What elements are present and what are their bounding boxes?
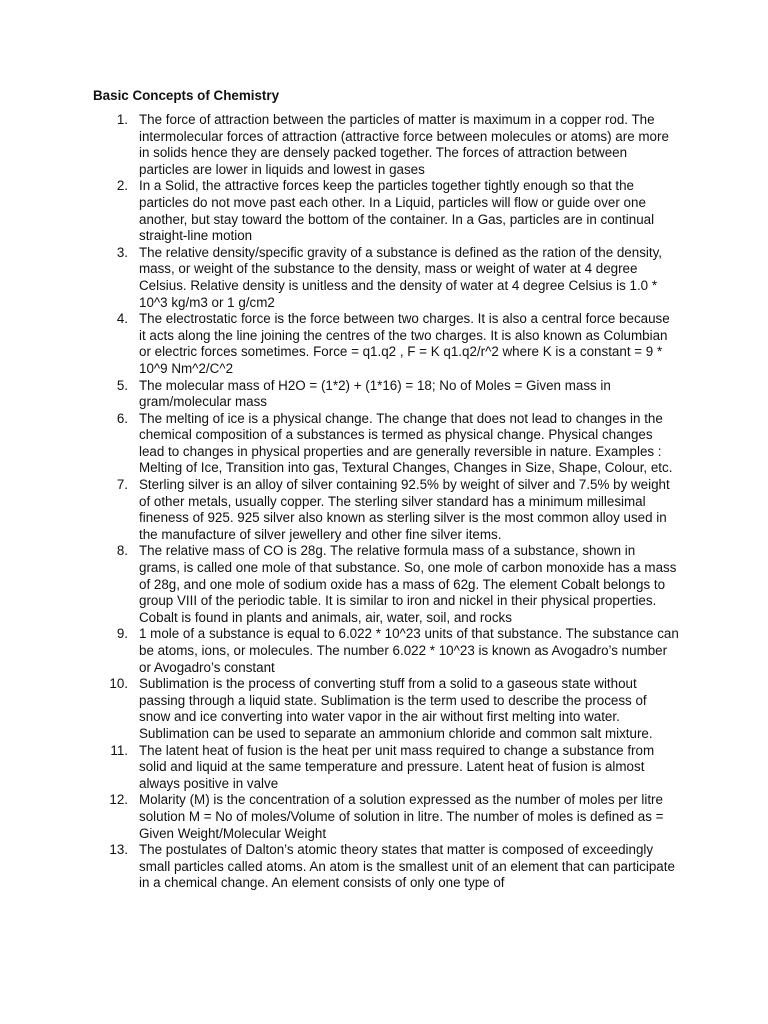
document-title: Basic Concepts of Chemistry [93, 88, 280, 103]
list-item-number: 2. [116, 178, 128, 194]
list-item [0, 543, 679, 626]
list-item-number: 4. [116, 311, 128, 327]
list-item-text: The molecular mass of H2O = (1*2) + (1*16) = 18; No of Moles = Given mass in gram/molecular mass [139, 377, 611, 410]
list-item-number: 11. [110, 742, 128, 758]
list-item-text: Sublimation is the process of converting stuff from a solid to a gaseous state without passing through a liquid state. Sublimation is the term used to describe the process of snow and ice converting into water vapor in the air without first melting into water. Sublimation can be used to separate an ammonium chloride and common salt mixture. [139, 676, 653, 741]
list-item-text: Sterling silver is an alloy of silver containing 92.5% by weight of silver and 7.5% by weight of other metals, usually copper. The sterling silver standard has a minimum millesimal fineness of 925. 925 silver also known as sterling silver is the most common alloy used in the manufacture of silver jewellery and other fine silver items. [139, 477, 670, 542]
list-item [0, 411, 679, 477]
list-item-text: The relative density/specific gravity of a substance is defined as the ration of the density, mass, or weight of the substance to the density, mass or weight of water at 4 degree Celsius. Relative density is unitless and the density of water at 4 degree Celsius is 1.0 * 10^3 kg/m3 or 1 g/cm2 [139, 244, 663, 310]
list-item-text: The force of attraction between the particles of matter is maximum in a copper rod. The intermolecular forces of attraction (attractive force between molecules or atoms) are more in solids hence they are densely packed together. The forces of attraction between particles are lower in liquids and lowest in gases [139, 112, 669, 177]
list-item [0, 626, 679, 676]
list-item-text: In a Solid, the attractive forces keep the particles together tightly enough so that the particles do not move past each other. In a Liquid, particles will flow or guide over one another, but stay toward the bottom of the container. In a Gas, particles are in continual straight-line motion [139, 178, 655, 244]
list-item-text: The latent heat of fusion is the heat per unit mass required to change a substance from solid and liquid at the same temperature and pressure. Latent heat of fusion is almost always positive in valve [139, 742, 655, 791]
list-item-text: 1 mole of a substance is equal to 6.022 * 10^23 units of that substance. The substance can be atoms, ions, or molecules. The number 6.022 * 10^23 is known as Avogadro’s number or Avogadro’s constant [139, 626, 679, 675]
list-item-number: 6. [116, 410, 128, 426]
list-item-text: The electrostatic force is the force between two charges. It is also a central force because it acts along the line joining the centres of the two charges. It is also known as Columbian or electric forces sometimes. Force = q1.q2 , F = K q1.q2/r^2 where K is a constant = 9 * 10^9 Nm^2/C^2 [139, 311, 670, 376]
list-item-text: The melting of ice is a physical change. The change that does not lead to changes in the chemical composition of a substances is termed as physical change. Physical changes lead to changes in physical properties and are generally reversible in nature. Examples : Melting of Ice, Transition into gas, Textural Changes, Changes in Size, Shape, Colour, etc. [139, 410, 673, 476]
list-item [0, 842, 679, 892]
list-item [0, 378, 679, 411]
list-item-text: The relative mass of CO is 28g. The relative formula mass of a substance, shown in grams, is called one mole of that substance. So, one mole of carbon monoxide has a mass of 28g, and one mole of sodium oxide has a mass of 62g. The element Cobalt belongs to group VIII of the periodic table. It is similar to iron and nickel in their physical properties. Cobalt is found in plants and animals, air, water, soil, and rocks [139, 543, 677, 625]
list-item-number: 1. [116, 112, 128, 127]
list-item-number: 9. [116, 626, 128, 642]
list-item-number: 10. [109, 676, 128, 692]
list-item [0, 245, 679, 311]
list-item [0, 311, 679, 377]
list-item-number: 12. [109, 792, 128, 808]
list-item-number: 8. [116, 543, 128, 559]
list-item-number: 3. [116, 244, 128, 260]
list-item-text: Molarity (M) is the concentration of a solution expressed as the number of moles per litre solution M = No of moles/Volume of solution in litre. The number of moles is defined as = Given Weight/Molecular Weight [139, 792, 664, 841]
list-item [0, 178, 679, 244]
list-item-text: The postulates of Dalton’s atomic theory states that matter is composed of exceedingly small particles called atoms. An atom is the smallest unit of an element that can participate in a chemical change. An element consists of only one type of [139, 842, 675, 891]
concept-list [0, 112, 768, 892]
list-item [0, 477, 679, 543]
list-item [0, 112, 679, 178]
list-item-number: 7. [116, 477, 128, 493]
list-item [0, 743, 679, 793]
list-item-number: 5. [116, 377, 128, 393]
list-item [0, 676, 679, 742]
list-item [0, 792, 679, 842]
list-item-number: 13. [109, 842, 128, 858]
